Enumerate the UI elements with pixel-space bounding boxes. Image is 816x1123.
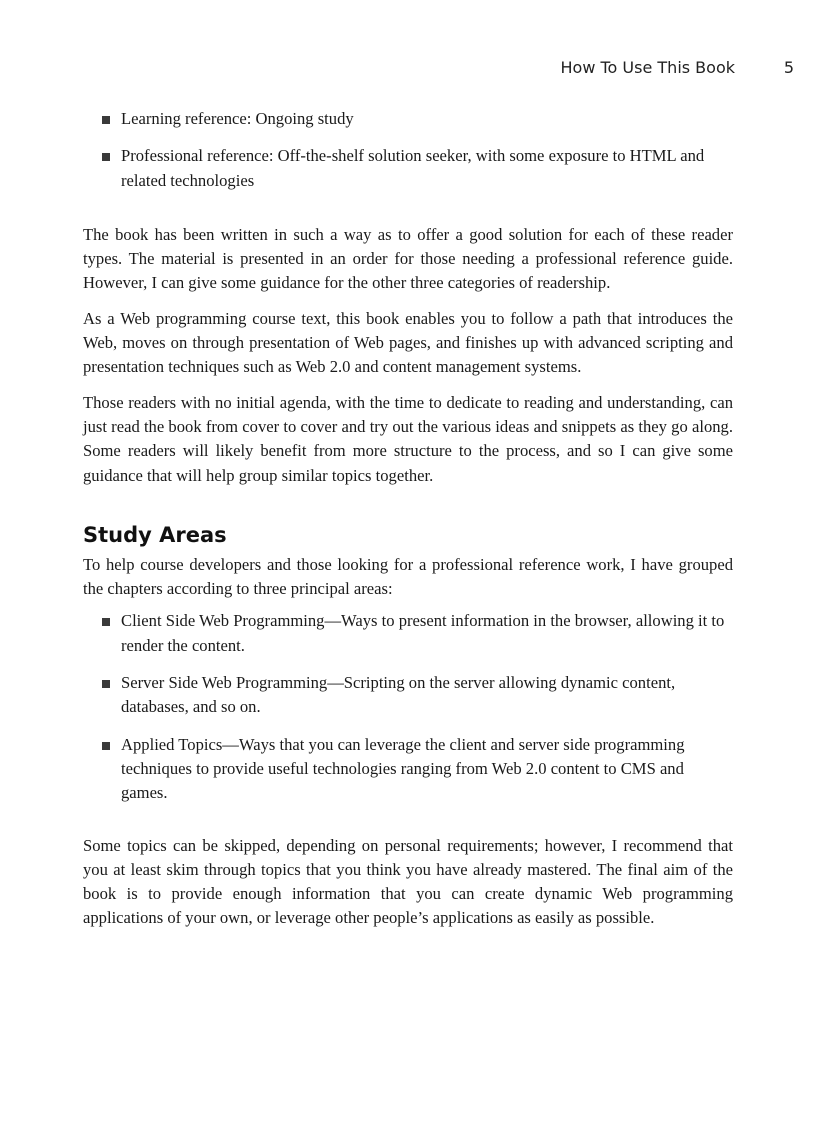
running-header xyxy=(83,58,794,82)
body-paragraph: As a Web programming course text, this book enables you to follow a path that introduces the Web, moves on through presentation of Web pages, and finishes up with advanced scripting and presentation techniques such as Web 2.0 and content management systems. xyxy=(83,308,733,377)
list-item: Learning reference: Ongoing study xyxy=(83,107,733,131)
study-areas-list xyxy=(83,609,733,805)
list-item: Professional reference: Off-the-shelf solution seeker, with some exposure to HTML and related technologies xyxy=(83,144,733,193)
closing-paragraph: Some topics can be skipped, depending on personal requirements; however, I recommend that you at least skim through topics that you think you have already mastered. The final aim of the book is to provide enough information that you can create dynamic Web programming applications of your own, or leverage other people’s applications as easily as possible. xyxy=(83,835,733,928)
body-paragraph: Those readers with no initial agenda, with the time to dedicate to reading and understanding, can just read the book from cover to cover and try out the various ideas and snippets as they go along. Some readers will likely benefit from more structure to the process, and so I can give some guidance that will help group similar topics together. xyxy=(83,392,733,485)
reader-types-list xyxy=(83,107,733,193)
list-item: Applied Topics—Ways that you can leverage the client and server side programming techniques to provide useful technologies ranging from Web 2.0 content to CMS and games. xyxy=(83,733,733,806)
body-paragraph: The book has been written in such a way as to offer a good solution for each of these reader types. The material is presented in an order for those needing a professional reference guide. However, I can give some guidance for the other three categories of readership. xyxy=(83,224,733,293)
page-number: 5 xyxy=(783,58,794,77)
list-item: Client Side Web Programming—Ways to present information in the browser, allowing it to render the content. xyxy=(83,609,733,658)
list-item: Server Side Web Programming—Scripting on the server allowing dynamic content, databases, and so on. xyxy=(83,671,733,720)
section-intro: To help course developers and those looking for a professional reference work, I have grouped the chapters according to three principal areas: xyxy=(83,554,733,599)
running-header-title: How To Use This Book xyxy=(560,58,735,77)
page-body xyxy=(83,107,733,942)
section-heading: Study Areas xyxy=(83,522,227,547)
